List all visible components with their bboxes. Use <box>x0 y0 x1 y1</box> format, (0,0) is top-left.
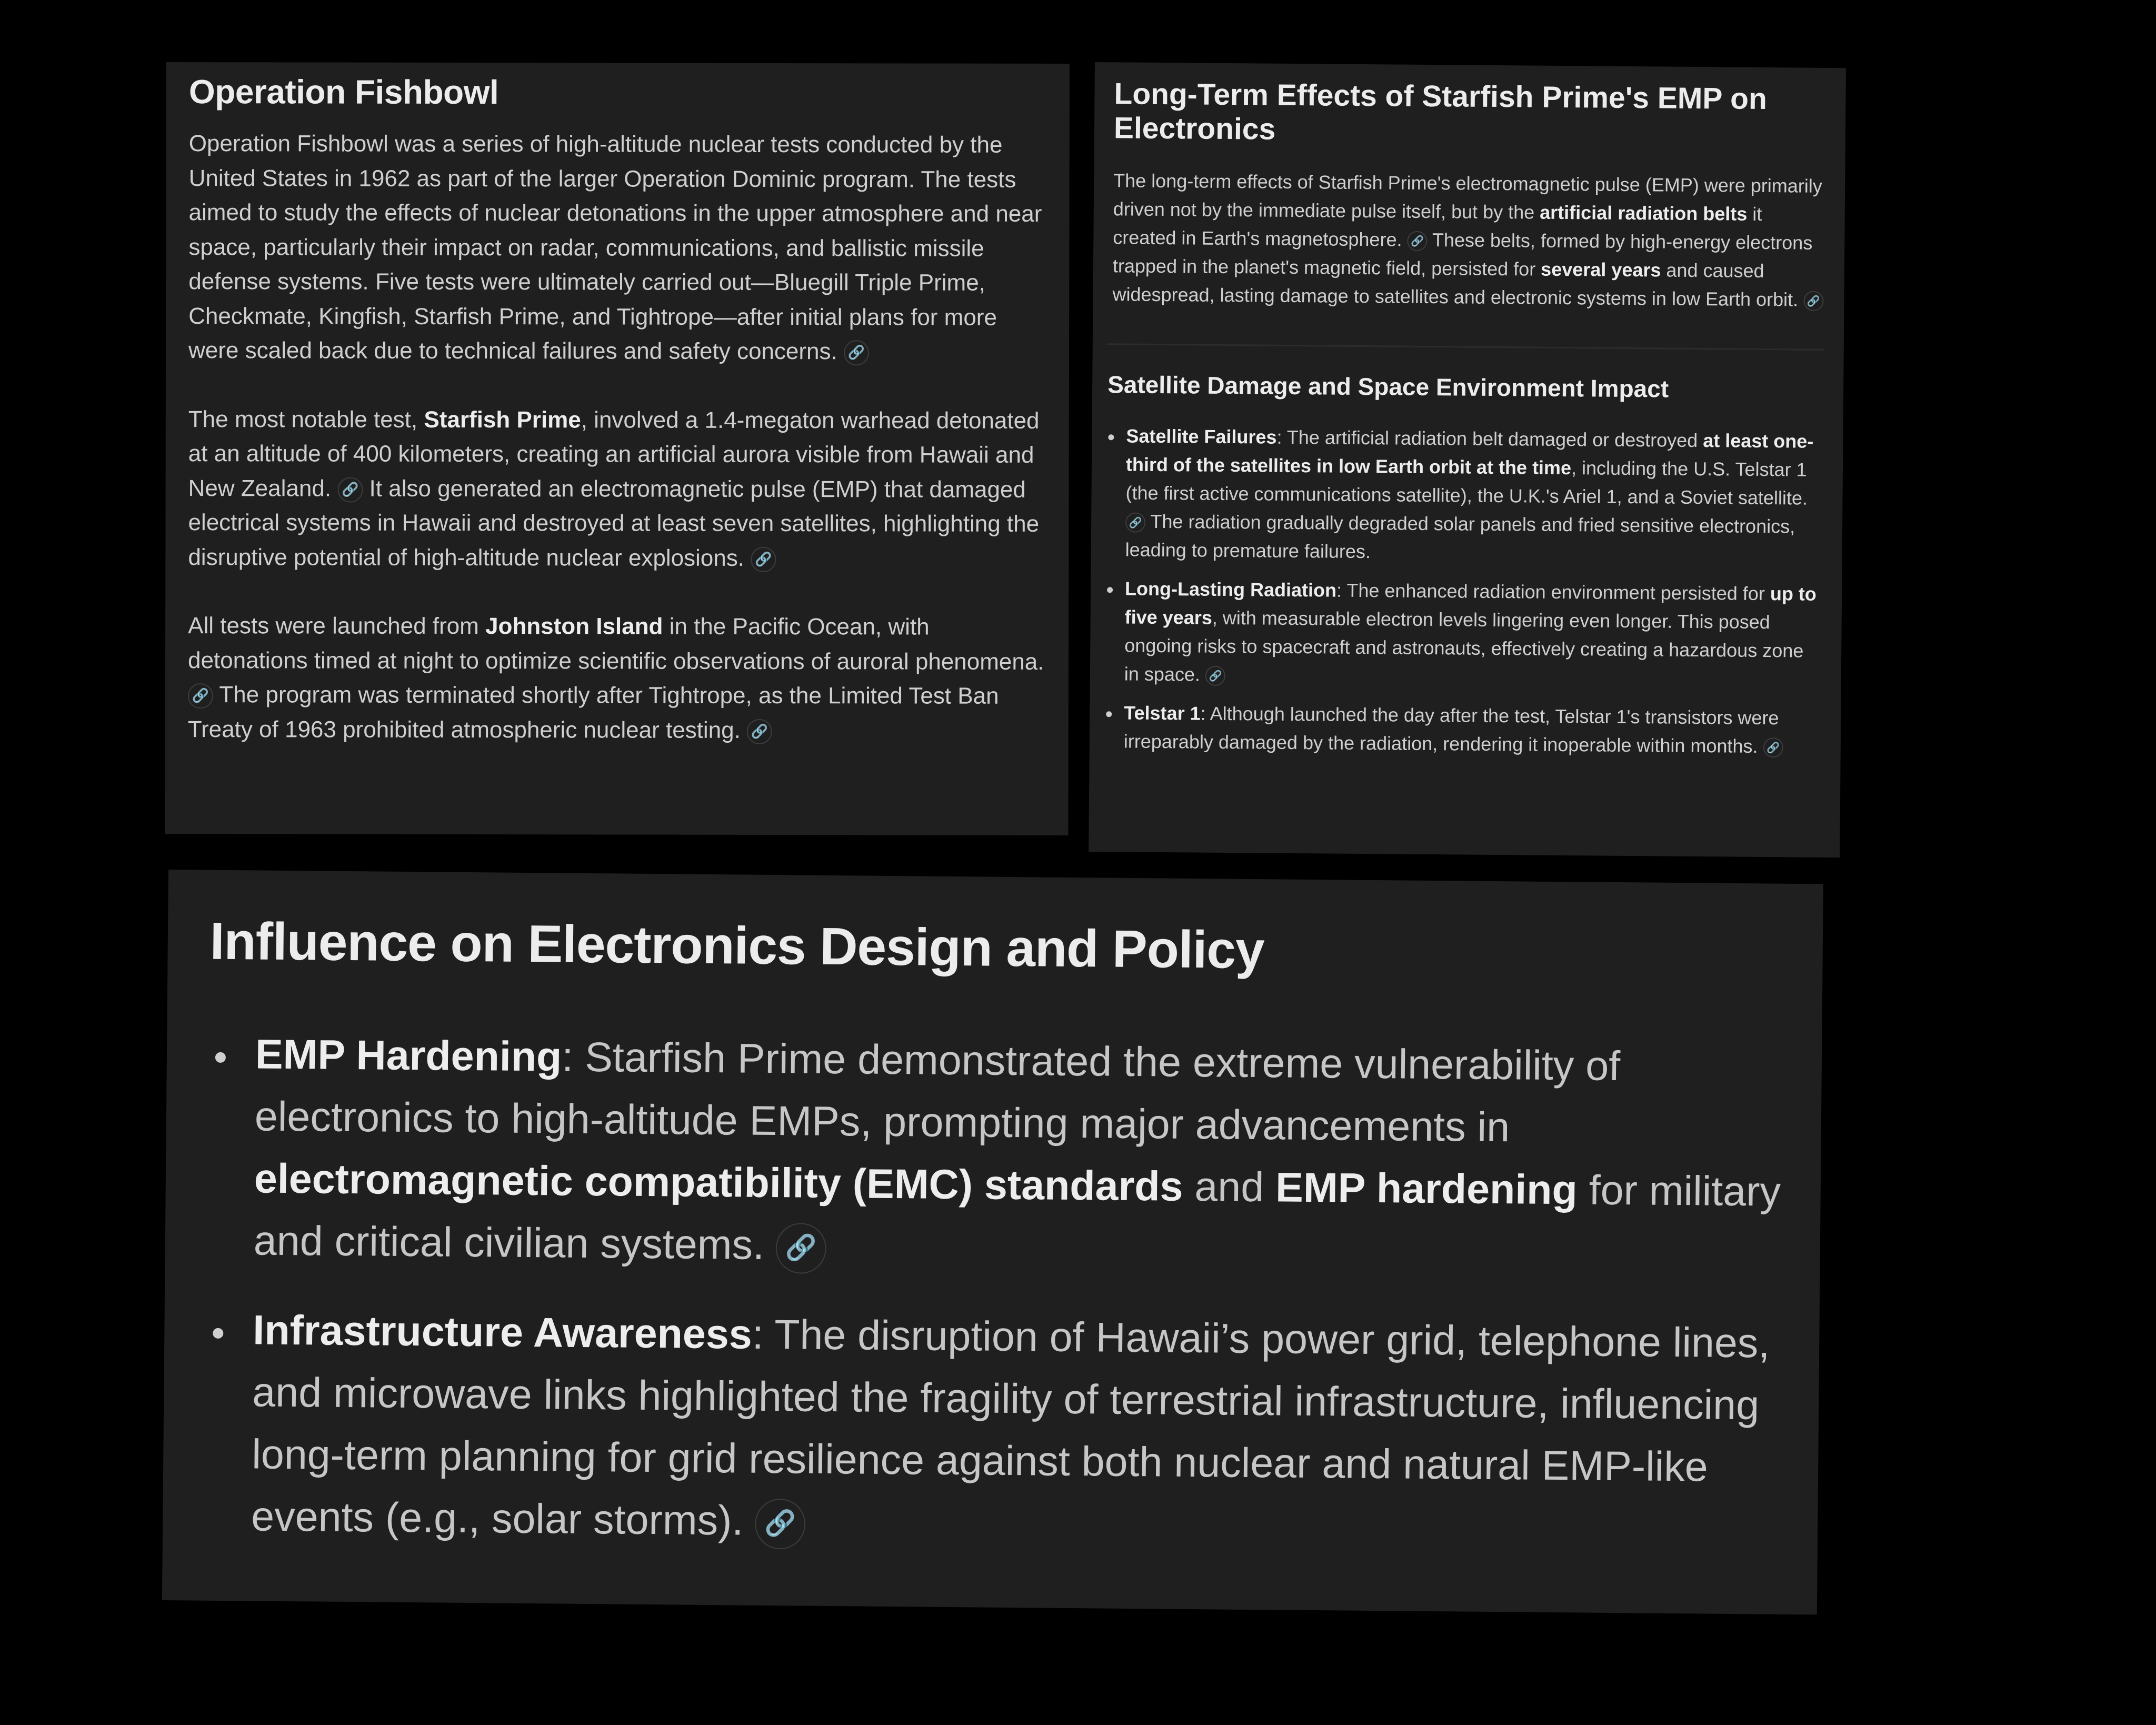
bold-text: Starfish Prime <box>424 406 581 433</box>
paragraph-text: All tests were launched from <box>188 613 486 640</box>
link-icon[interactable]: 🔗 <box>755 1499 806 1550</box>
section-title: Influence on Electronics Design and Policy <box>209 911 1265 980</box>
paragraph-text: and caused widespread, lasting damage to satellites and electronic systems in low Earth orbit. <box>1112 259 1799 311</box>
paragraph <box>188 402 1048 576</box>
link-icon[interactable]: 🔗 <box>747 719 772 744</box>
item-text: : The artificial radiation belt damaged or destroyed <box>1276 426 1703 452</box>
item-label: Infrastructure Awareness <box>252 1306 753 1358</box>
bold-text: electromagnetic compatibility (EMC) standards <box>254 1154 1183 1210</box>
item-label: Telstar 1 <box>1124 702 1201 724</box>
item-text: : The disruption of Hawaii’s power grid, telephone lines, and microwave links highlighted the fragility of terrestrial infrastructure, influencing long-term planning for grid resilience against both nuclear and natural EMP-like events (e.g., solar storms). <box>251 1310 1770 1544</box>
link-icon[interactable]: 🔗 <box>1803 291 1823 311</box>
paragraph-text: The long-term effects of Starfish Prime's electromagnetic pulse (EMP) were primarily driven not by the immediate pulse itself, but by the <box>1113 169 1823 223</box>
paragraph-text: It also generated an electromagnetic pulse (EMP) that damaged electrical systems in Hawaii and destroyed at least seven satellites, highlighting the disruptive potential of high-altitude nuclear explosions. <box>188 475 1040 571</box>
bullet-list <box>205 1023 1801 1561</box>
item-label: Long-Lasting Radiation <box>1124 577 1337 601</box>
divider <box>1107 343 1824 351</box>
link-icon[interactable]: 🔗 <box>1125 513 1145 533</box>
bullet-list <box>1105 422 1823 761</box>
item-label: Satellite Failures <box>1126 425 1277 448</box>
paragraph-text: in the Pacific Ocean, with detonations timed at night to optimize scientific observations of auroral phenomena. <box>187 613 1044 675</box>
link-icon[interactable]: 🔗 <box>1407 231 1427 251</box>
operation-fishbowl-panel <box>165 62 1070 835</box>
list-item <box>1105 699 1821 761</box>
bold-text: up to five years <box>1124 583 1817 629</box>
link-icon[interactable]: 🔗 <box>751 547 776 572</box>
long-term-effects-panel <box>1089 62 1846 857</box>
bold-text: several years <box>1541 258 1661 281</box>
item-text: , including the U.S. Telstar 1 (the first active communications satellite), the U.K.'s Ariel 1, and a Soviet satellite. <box>1125 457 1808 509</box>
paragraph-text: The program was terminated shortly after Tightrope, as the Limited Test Ban Treaty of 1963 prohibited atmospheric nuclear testing. <box>187 682 999 743</box>
item-text: : The enhanced radiation environment persisted for <box>1336 579 1771 605</box>
link-icon[interactable]: 🔗 <box>776 1223 827 1274</box>
bold-text: EMP hardening <box>1275 1163 1578 1213</box>
item-text: : Starfish Prime demonstrated the extreme vulnerability of electronics to high-altitude EMPs, prompting major advancements in <box>254 1033 1621 1151</box>
item-label: EMP Hardening <box>255 1030 562 1080</box>
paragraph-text: , involved a 1.4-megaton warhead detonated at an altitude of 400 kilometers, creating an artificial aurora visible from Hawaii and New Zealand. <box>188 406 1040 502</box>
item-text: for military and critical civilian systems. <box>253 1166 1781 1268</box>
list-item <box>207 1023 1801 1285</box>
paragraph-text: it created in Earth's magnetosphere. <box>1113 203 1762 251</box>
bold-text: at least one-third of the satellites in low Earth orbit at the time <box>1125 430 1814 479</box>
paragraph-text: These belts, formed by high-energy electrons trapped in the planet's magnetic field, persisted for <box>1112 228 1813 280</box>
link-icon[interactable]: 🔗 <box>844 341 869 366</box>
bold-text: artificial radiation belts <box>1540 201 1748 225</box>
paragraph <box>1112 166 1825 314</box>
list-item <box>205 1299 1799 1561</box>
section-title: Long-Term Effects of Starfish Prime's EMP on Electronics <box>1113 77 1768 146</box>
paragraph-text: The most notable test, <box>188 406 424 433</box>
subheading: Satellite Damage and Space Environment Impact <box>1107 371 1669 403</box>
link-icon[interactable]: 🔗 <box>1205 666 1225 686</box>
section-title: Operation Fishbowl <box>188 73 499 112</box>
link-icon[interactable]: 🔗 <box>188 683 213 709</box>
paragraph <box>188 126 1049 369</box>
item-text: The radiation gradually degraded solar panels and fried sensitive electronics, leading to premature failures. <box>1125 510 1795 563</box>
link-icon[interactable]: 🔗 <box>337 477 363 502</box>
list-item <box>1106 422 1823 570</box>
link-icon[interactable]: 🔗 <box>1763 737 1783 757</box>
list-item <box>1105 574 1822 694</box>
item-text: and <box>1183 1162 1276 1211</box>
item-text: : Although launched the day after the test, Telstar 1's transistors were irreparably damaged by the radiation, rendering it inoperable within months. <box>1123 702 1779 757</box>
paragraph-text: Operation Fishbowl was a series of high-altitude nuclear tests conducted by the United States in 1962 as part of the larger Operation Dominic program. The tests aimed to study the effects of nuclear detonations in the upper atmosphere and near space, particularly their impact on radar, communications, and ballistic missile defense systems. Five tests were ultimately carried out—Bluegill Triple Prime, Checkmate, Kingfish, Starfish Prime, and Tightrope—after initial plans for more were scaled back due to technical failures and safety concerns. <box>188 131 1042 365</box>
influence-panel <box>162 870 1823 1614</box>
bold-text: Johnston Island <box>485 613 663 640</box>
paragraph <box>188 609 1047 748</box>
item-text: , with measurable electron levels lingering even longer. This posed ongoing risks to spacecraft and astronauts, effectively creating a hazardous zone in space. <box>1124 606 1804 685</box>
